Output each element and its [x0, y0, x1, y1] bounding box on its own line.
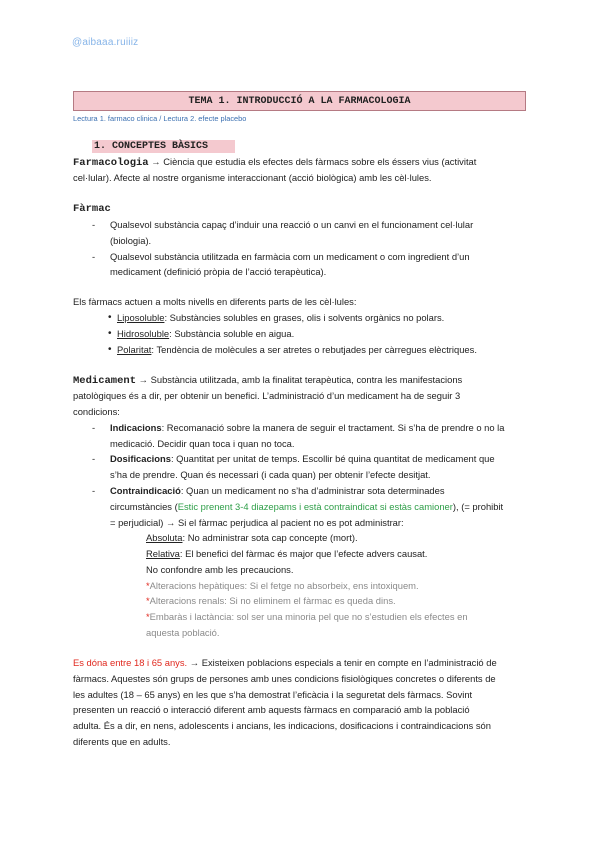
- asterisk: *: [146, 611, 150, 622]
- nivells-item-term: Liposoluble: [117, 312, 165, 323]
- poblacions-line-3: les adultes (18 – 65 anys) en les que s’ha demostrat l’eficàcia i la seguretat dels fàrmacs. Sovint: [73, 689, 473, 700]
- page-title: TEMA 1. INTRODUCCIÓ A LA FARMACOLOGIA: [73, 91, 526, 111]
- farmac-bullet-2-cont: medicament (definició pròpia de l’acció terapèutica).: [110, 266, 327, 277]
- precaucio-3-cont: aquesta població.: [146, 627, 220, 638]
- poblacions-line-5: adulta. És a dir, en nens, adolescents i ancians, les indicacions, dosificacions i contraindicacions són: [73, 720, 491, 731]
- precaucio-1: [146, 580, 419, 591]
- farmacologia-line-1: [73, 156, 476, 169]
- nivells-item-text: : Tendència de molècules a ser atretes o rebutjades per càrregues elèctriques.: [151, 344, 477, 355]
- indicacions-term: Indicacions: [110, 422, 162, 433]
- nivells-item: [117, 344, 477, 355]
- poblacions-line-4: presenten un reacció o interacció diferent amb aquests fàrmacs en comparació amb la població: [73, 704, 470, 715]
- farmac-term: Fàrmac: [73, 203, 111, 215]
- references: [73, 114, 246, 123]
- section-heading: 1. CONCEPTES BÀSICS: [92, 140, 235, 153]
- reference-link-2[interactable]: Lectura 2. efecte placebo: [163, 114, 247, 123]
- absoluta-term: Absoluta: [146, 532, 183, 543]
- precaucio-3: [146, 611, 468, 622]
- medicament-def-3: condicions:: [73, 406, 120, 417]
- nivells-item-term: Hidrosoluble: [117, 328, 170, 339]
- contraindicacio-text-a: circumstàncies (: [110, 501, 178, 512]
- nivells-item-text: : Substància soluble en aigua.: [169, 328, 295, 339]
- contraindicacio-term: Contraindicació: [110, 485, 181, 496]
- farmac-bullet-1-cont: (biologia).: [110, 235, 152, 246]
- dosificacions-term: Dosificacions: [110, 453, 171, 464]
- no-confondre: No confondre amb les precaucions.: [146, 564, 294, 575]
- poblacions-line-6: diferents que en adults.: [73, 736, 171, 747]
- contraindicacio-line-3: = perjudicial) → Si el fàrmac perjudica al pacient no es pot administrar:: [110, 517, 404, 528]
- medicament-term: Medicament: [73, 375, 137, 387]
- farmac-bullet-1: - Qualsevol substància capaç d’induir una reacció o un canvi en el funcionament cel·lular: [110, 219, 473, 230]
- farmacologia-def-1: → Ciència que estudia els efectes dels fàrmacs sobre els éssers vius (activitat: [148, 156, 477, 167]
- absoluta-line: [146, 532, 358, 543]
- nivells-item: [117, 328, 294, 339]
- reference-link-1[interactable]: Lectura 1. farmaco clinica: [73, 114, 158, 123]
- indicacions-text: : Recomanació sobre la manera de seguir el tractament. Si s’ha de prendre o no la: [161, 422, 505, 433]
- contraindicacio-example: Estic prenent 3-4 diazepams i està contraindicat si estàs camioner: [177, 501, 453, 512]
- medicament-def-2: patològiques és a dir, per obtenir un benefici. L’administració d’un medicament ha de seguir 3: [73, 390, 461, 401]
- relativa-text: : El benefici del fàrmac és major que l’efecte advers causat.: [179, 548, 428, 559]
- dosificacions-line-1: [110, 453, 495, 464]
- precaucio-3-text: Embaràs i lactància: sol ser una minoria pel que no s’estudien els efectes en: [149, 611, 468, 622]
- precaucio-2: [146, 595, 396, 606]
- reference-separator: /: [157, 114, 164, 123]
- poblacions-line-2: fàrmacs. Aquestes són grups de persones amb unes condicions fisiològiques concretes o diferents de: [73, 673, 496, 684]
- contraindicacio-text: : Quan un medicament no s’ha d’administrar sota determinades: [180, 485, 445, 496]
- contraindicacio-text-b: ), (= prohibit: [452, 501, 504, 512]
- dosificacions-text: : Quantitat per unitat de temps. Escollir bé quina quantitat de medicament que: [170, 453, 495, 464]
- dosificacions-line-2: s’ha de prendre. Quan és necessari (i cada quan) per obtenir l’efecte desitjat.: [110, 469, 431, 480]
- watermark: @aibaaa.ruiiiz: [72, 37, 139, 48]
- indicacions-line-2: medicació. Decidir quan toca i quan no toca.: [110, 438, 295, 449]
- farmacologia-def-2: cel·lular). Afecte al nostre organisme interaccionant (acció biològica) amb les cèl·lules.: [73, 172, 432, 183]
- nivells-intro: Els fàrmacs actuen a molts nivells en diferents parts de les cèl·lules:: [73, 296, 357, 307]
- relativa-term: Relativa: [146, 548, 180, 559]
- absoluta-text: : No administrar sota cap concepte (mort).: [182, 532, 358, 543]
- contraindicacio-line-1: [110, 485, 445, 496]
- farmac-bullet-2: - Qualsevol substància utilitzada en farmàcia com un medicament o com ingredient d’un: [110, 251, 470, 262]
- nivells-item: [117, 312, 444, 323]
- contraindicacio-line-2: [110, 501, 503, 512]
- medicament-line-1: [73, 374, 462, 387]
- asterisk: *: [146, 595, 150, 606]
- asterisk: *: [146, 580, 150, 591]
- indicacions-line-1: [110, 422, 504, 433]
- poblacions-line-1: [73, 657, 497, 668]
- precaucio-1-text: Alteracions hepàtiques: Si el fetge no absorbeix, ens intoxiquem.: [149, 580, 419, 591]
- poblacions-text-1: → Existeixen poblacions especials a tenir en compte en l’administració de: [187, 657, 497, 668]
- farmacologia-term: Farmacologia: [73, 157, 149, 169]
- nivells-item-term: Polaritat: [117, 344, 152, 355]
- poblacions-red-note: Es dóna entre 18 i 65 anys.: [73, 657, 188, 668]
- precaucio-2-text: Alteracions renals: Si no eliminem el fàrmac es queda dins.: [149, 595, 396, 606]
- relativa-line: [146, 548, 427, 559]
- medicament-def-1: → Substància utilitzada, amb la finalitat terapèutica, contra les manifestacions: [136, 374, 463, 385]
- nivells-item-text: : Substàncies solubles en grases, olis i solvents orgànics no polars.: [164, 312, 445, 323]
